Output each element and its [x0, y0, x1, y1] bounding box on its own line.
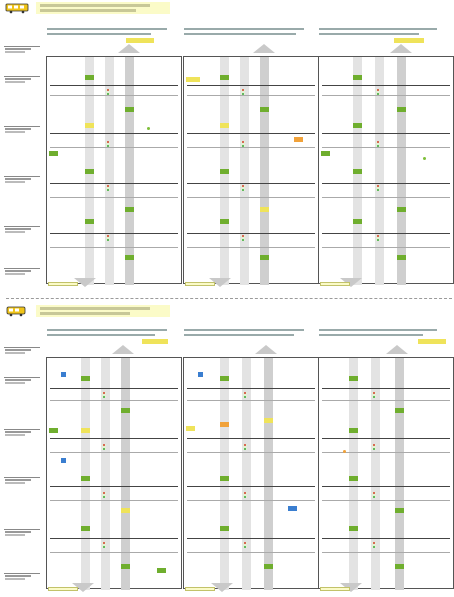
row-label [4, 429, 40, 434]
row-label [4, 226, 40, 231]
row-label [4, 529, 40, 534]
traffic-light-icon [241, 235, 245, 241]
bus-icon [4, 306, 30, 317]
panel-header [183, 327, 319, 349]
sheet-title [36, 2, 170, 14]
row-label [4, 46, 40, 51]
traffic-light-icon [102, 492, 106, 498]
row-label [4, 573, 40, 578]
sheet-separator [6, 298, 452, 299]
diagram-panel [318, 327, 454, 593]
traffic-light-icon [106, 185, 110, 191]
diagram-panel [183, 26, 319, 288]
traffic-light-icon [372, 392, 376, 398]
row-label [4, 126, 40, 131]
traffic-light-icon [106, 89, 110, 95]
traffic-light-icon [372, 492, 376, 498]
row-label [4, 76, 40, 81]
traffic-light-icon [376, 235, 380, 241]
traffic-light-icon [102, 392, 106, 398]
row-label [4, 176, 40, 181]
traffic-light-icon [243, 392, 247, 398]
traffic-light-icon [376, 141, 380, 147]
sheet-top [0, 0, 454, 295]
intersection-diagram [318, 56, 454, 284]
traffic-light-icon [372, 444, 376, 450]
row-label [4, 377, 40, 382]
row-label [4, 268, 40, 273]
intersection-diagram [318, 357, 454, 589]
traffic-light-icon [106, 235, 110, 241]
tram-icon [4, 3, 30, 14]
diagram-panel [46, 26, 182, 288]
traffic-light-icon [376, 89, 380, 95]
intersection-diagram [183, 357, 319, 589]
diagram-panel [318, 26, 454, 288]
sheet-bottom [0, 303, 454, 597]
diagram-panel [183, 327, 319, 593]
traffic-light-icon [102, 542, 106, 548]
row-label [4, 347, 40, 352]
traffic-light-icon [241, 141, 245, 147]
traffic-light-icon [243, 444, 247, 450]
sheet-title [36, 305, 170, 317]
intersection-diagram [46, 56, 182, 284]
traffic-light-icon [102, 444, 106, 450]
intersection-diagram [46, 357, 182, 589]
panel-header [46, 26, 182, 48]
traffic-light-icon [241, 185, 245, 191]
traffic-light-icon [243, 492, 247, 498]
panel-header [318, 26, 454, 48]
traffic-light-icon [241, 89, 245, 95]
row-label [4, 477, 40, 482]
traffic-light-icon [106, 141, 110, 147]
traffic-light-icon [376, 185, 380, 191]
panel-header [183, 26, 319, 48]
diagram-panel [46, 327, 182, 593]
traffic-light-icon [372, 542, 376, 548]
intersection-diagram [183, 56, 319, 284]
traffic-light-icon [243, 542, 247, 548]
